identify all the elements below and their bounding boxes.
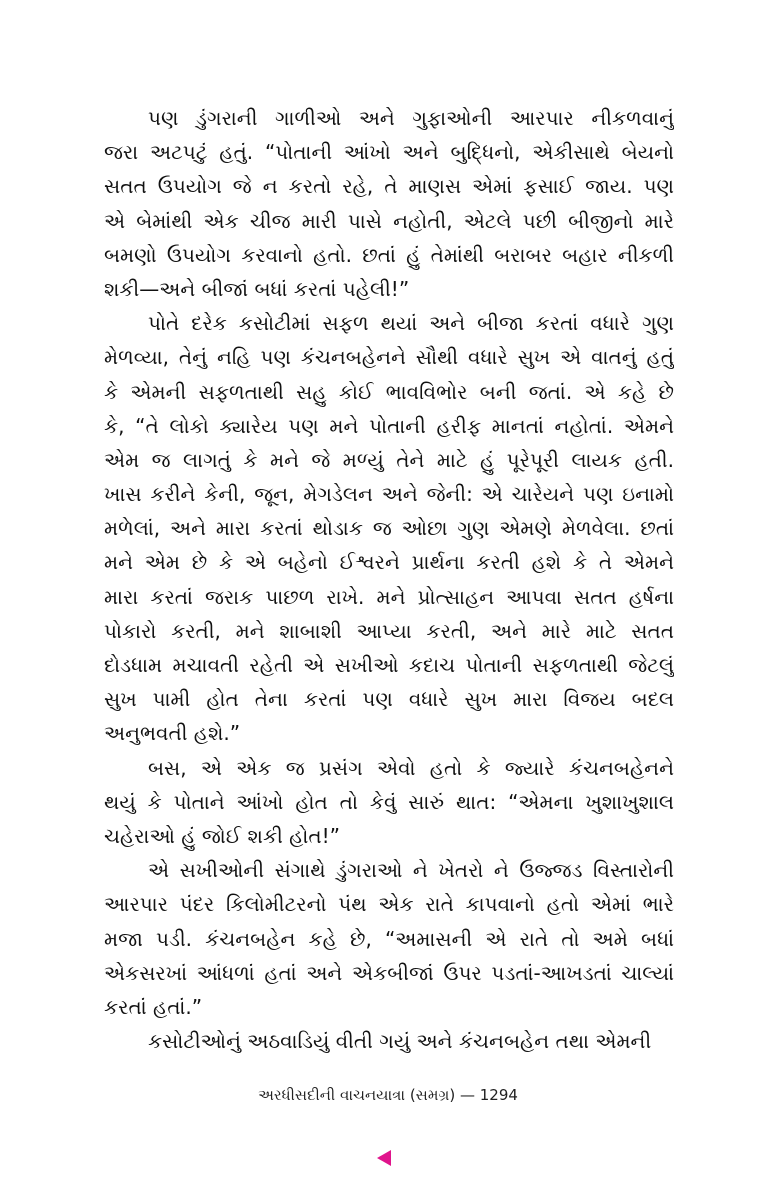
text-line: મજા પડી. કંચનબહેન કહે છે, “અમાસની એ રાતે તો અમે બધાં (104, 926, 674, 951)
text-line: મળેલાં, અને મારા કરતાં થોડાક જ ઓછા ગુણ એમણે મેળવેલા. છતાં (104, 516, 674, 541)
text-line: મને એમ છે કે એ બહેનો ઈશ્વરને પ્રાર્થના કરતી હશે કે તે એમને (104, 550, 674, 575)
text-line: એકસરખાં આંધળાં હતાં અને એકબીજાં ઉપર પડતાં-આખડતાં ચાલ્યાં (104, 960, 674, 985)
text-line: સુખ પામી હોત તેના કરતાં પણ વધારે સુખ મારા વિજય બદલ (104, 687, 674, 712)
text-line: પોકારો કરતી, મને શાબાશી આપ્યા કરતી, અને મારે માટે સતત (104, 618, 674, 643)
text-line: ખાસ કરીને કેની, જૂન, મેગડેલન અને જેની: એ ચારેયને પણ ઇનામો (104, 482, 674, 507)
text-line: મેળવ્યા, તેનું નહિ પણ કંચનબહેનને સૌથી વધારે સુખ એ વાતનું હતું (104, 345, 674, 370)
text-line: કે એમની સફળતાથી સહુ કોઈ ભાવવિભોર બની જતાં. એ કહે છે (104, 379, 674, 404)
body-text (104, 101, 674, 1058)
text-line: ચહેરાઓ હું જોઈ શકી હોત!” (104, 823, 341, 848)
paragraph (104, 853, 674, 1024)
previous-page-arrow-icon[interactable] (377, 1150, 391, 1166)
text-line: કે, “તે લોકો ક્યારેય પણ મને પોતાની હરીફ માનતાં નહોતાં. એમને (104, 413, 674, 438)
text-line: એ સખીઓની સંગાથે ડુંગરાઓ ને ખેતરો ને ઉજ્જડ વિસ્તારોની (148, 858, 674, 883)
paragraph (104, 751, 674, 854)
text-line: એમ જ લાગતું કે મને જે મળ્યું તેને માટે હું પૂરેપૂરી લાયક હતી. (104, 447, 674, 472)
text-line: મારા કરતાં જરાક પાછળ રાખે. મને પ્રોત્સાહન આપવા સતત હર્ષના (104, 584, 674, 609)
text-line: જરા અટપટું હતું. “પોતાની આંખો અને બુદ્ધિનો, એકીસાથે બેયનો (104, 140, 674, 165)
text-line: દોડધામ મચાવતી રહેતી એ સખીઓ કદાચ પોતાની સફળતાથી જેટલું (104, 653, 674, 677)
paragraph (104, 101, 674, 306)
text-line: અનુભવતી હશે.” (104, 721, 241, 746)
text-line: આરપાર પંદર કિલોમીટરનો પંથ એક રાતે કાપવાનો હતો એમાં ભારે (104, 892, 674, 917)
paragraph (104, 1024, 674, 1058)
text-line: શકી—અને બીજાં બધાં કરતાં પહેલી!” (104, 276, 410, 301)
text-line: બસ, એ એક જ પ્રસંગ એવો હતો કે જ્યારે કંચનબહેનને (148, 755, 674, 780)
text-line: સતત ઉપયોગ જે ન કરતો રહે, તે માણસ એમાં ફસાઈ જાય. પણ (104, 174, 674, 199)
text-line: કરતાં હતાં.” (104, 994, 203, 1019)
paragraph (104, 306, 674, 750)
text-line: કસોટીઓનું અઠવાડિયું વીતી ગયું અને કંચનબહેન તથા એમની (148, 1029, 652, 1054)
text-line: એ બેમાંથી એક ચીજ મારી પાસે નહોતી, એટલે પછી બીજીનો મારે (104, 208, 674, 233)
text-line: બમણો ઉપયોગ કરવાનો હતો. છતાં હું તેમાંથી બરાબર બહાર નીકળી (104, 242, 674, 267)
page-footer: અરધીસદીની વાચનયાત્રા (સમગ્ર) — 1294 (258, 1086, 518, 1104)
text-line: થયું કે પોતાને આંખો હોત તો કેવું સારું થાત: “એમના ખુશાખુશાલ (104, 789, 674, 814)
text-line: પોતે દરેક કસોટીમાં સફળ થયાં અને બીજા કરતાં વધારે ગુણ (148, 311, 674, 336)
text-line: પણ ડુંગરાની ગાળીઓ અને ગુફાઓની આરપાર નીકળવાનું (148, 106, 674, 130)
